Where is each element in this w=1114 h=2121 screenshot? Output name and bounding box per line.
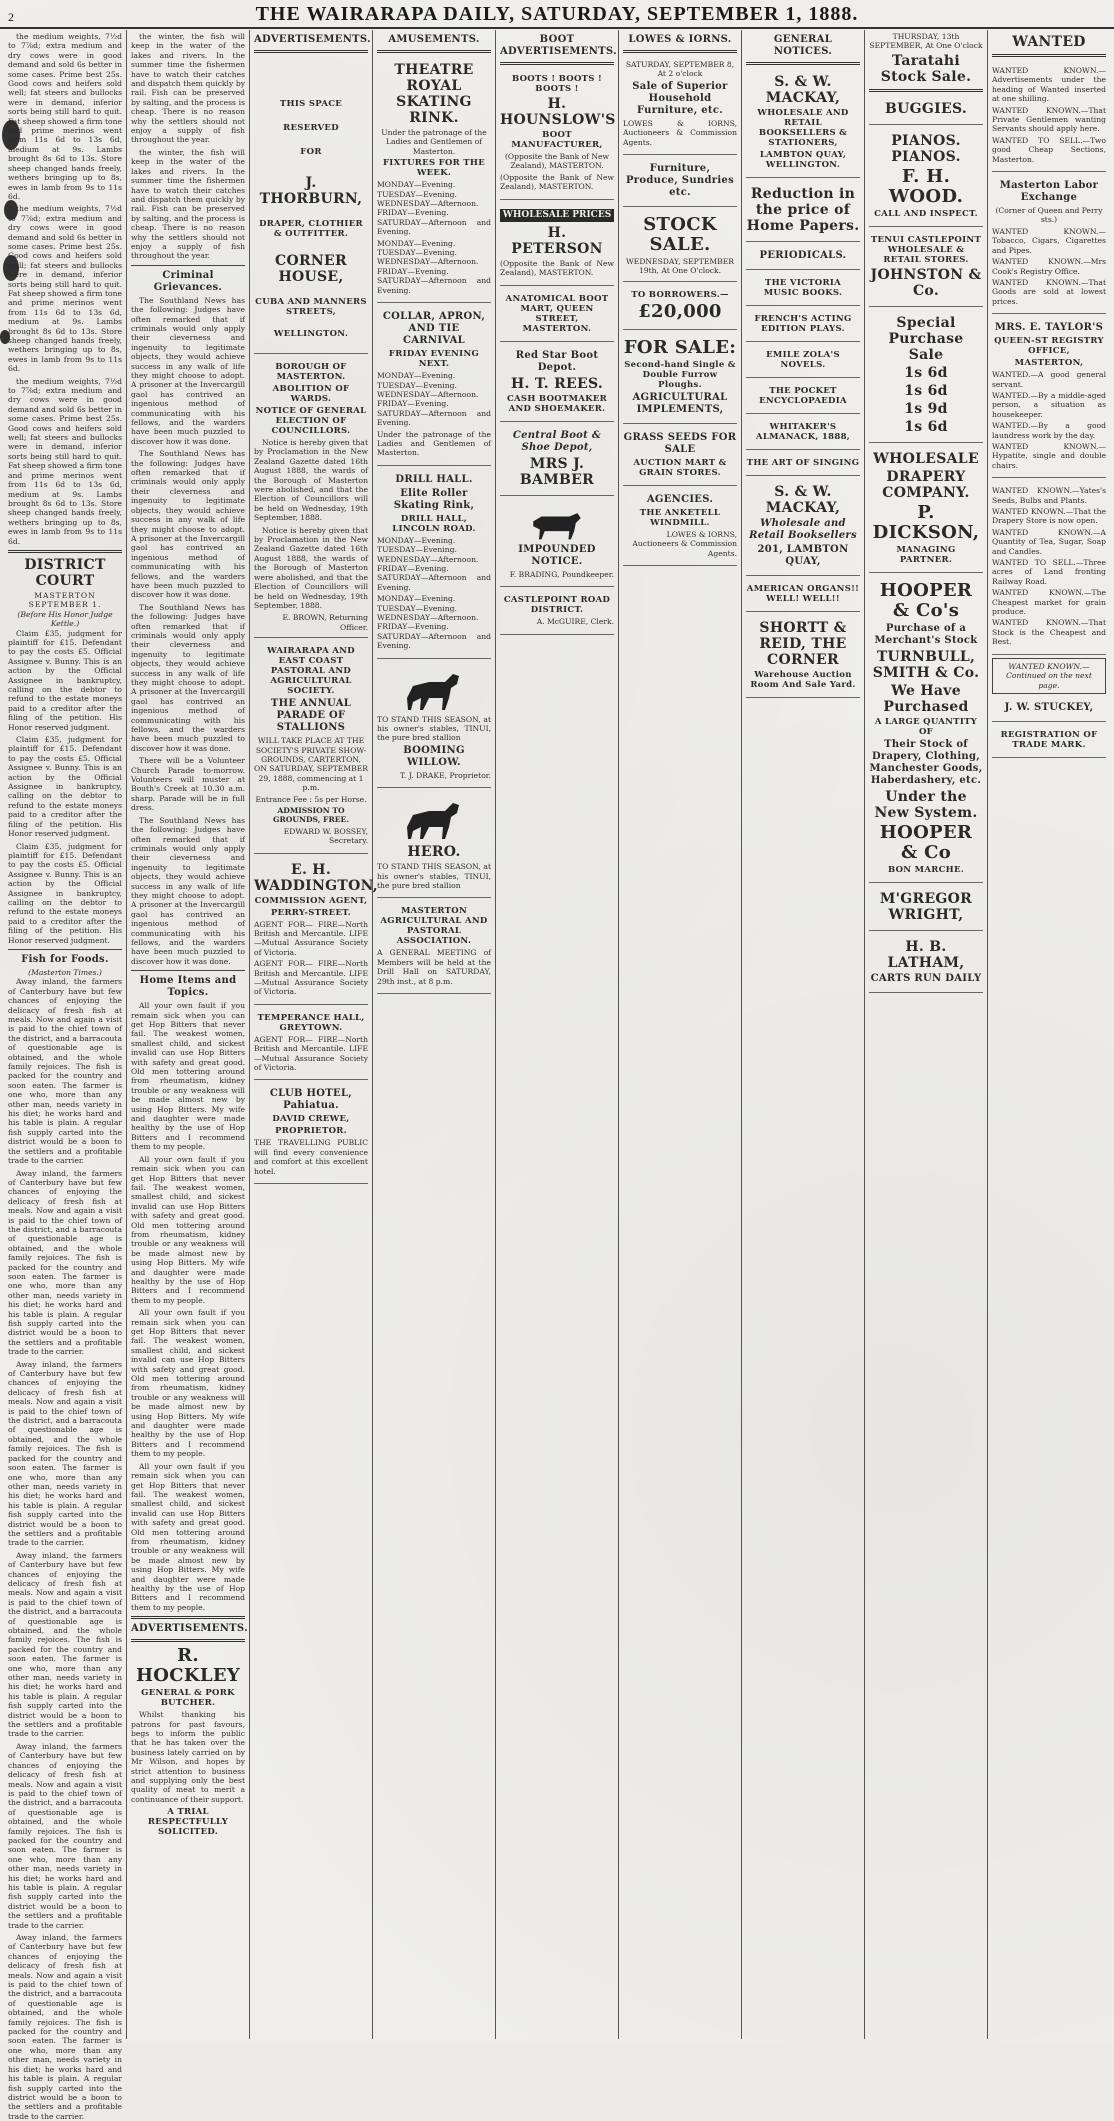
parade-text: WILL TAKE PLACE AT THE SOCIETY'S PRIVATE SHOW-GROUNDS, CARTERTON, ON SATURDAY, SEPTEMBER 29, 1888, commencing at 1 p.m.	[254, 736, 368, 793]
taylor: MRS. E. TAYLOR'S	[994, 322, 1104, 334]
call-inspect: CALL AND INSPECT.	[874, 208, 978, 219]
fish-continued: the winter, the fish will keep in the water of the lakes and rivers. In the summer time the fishermen have to watch their catches and dispatch them quickly by rail. Fish can be preserved by salting, and the process is cheap. There is no reason why the settlers should not enjoy a supply of fish throughout the year.	[131, 32, 245, 145]
boots-tagline: BOOTS ! BOOTS ! BOOTS !	[511, 74, 603, 94]
sale-title: Sale of Superior Household Furniture, etc.	[632, 80, 728, 116]
hounslow-addr: (Opposite the Bank of New Zealand), MASTERTON.	[504, 152, 610, 171]
fixtures: FIXTURES FOR THE WEEK.	[382, 158, 486, 179]
whitaker: WHITAKER'S ALMANACK, 1888,	[755, 422, 851, 442]
wanted-item: WANTED KNOWN.—Tobacco, Cigars, Cigarettes and Pipes.	[992, 226, 1106, 255]
rees-trade: CASH BOOTMAKER AND SHOEMAKER.	[506, 393, 608, 414]
carnival-title: COLLAR, APRON, AND TIE CARNIVAL	[382, 311, 486, 347]
page-number: 2	[8, 10, 15, 24]
labor-exchange-addr: (Corner of Queen and Perry sts.)	[995, 206, 1103, 225]
club-owner: DAVID CREWE,	[272, 1114, 350, 1125]
hockley-trade: GENERAL & PORK BUTCHER.	[141, 1688, 235, 1709]
club-text: THE TRAVELLING PUBLIC will find every convenience and comfort at this excellent hotel.	[254, 1138, 368, 1176]
wanted-item: WANTED.—By a middle-aged person, a situation as housekeeper.	[992, 390, 1106, 419]
hounslow-addr: (Opposite the Bank of New Zealand), MASTERTON.	[500, 172, 614, 192]
reduction: Reduction in the price of Home Papers.	[746, 186, 860, 234]
drapery-list: Their Stock of Drapery, Clothing, Manchester Goods, Haberdashery, etc.	[869, 738, 983, 786]
fixtures-list: MONDAY—Evening. TUESDAY—Evening. WEDNESDAY—Afternoon. FRIDAY—Evening. SATURDAY—Afternoon and Evening.	[377, 238, 491, 295]
district-court-judge: (Before His Honor Judge Kettle.)	[17, 609, 113, 629]
wanted-item: WANTED TO SELL.—Three acres of Land fronting Railway Road.	[992, 558, 1106, 586]
hockley-text: Whilst thanking his patrons for past favours, begs to inform the public that he has taken over the business lately carried on by Mr Wilson, and hopes by strict attention to business and supplying only the best quality of meat to merit a continuance of their support.	[131, 1710, 245, 1804]
fish-text: Away inland, the farmers of Canterbury have but few chances of enjoying the delicacy of fresh fish at meals. Now and again a visit is paid to the chief town of the district, and a barracouta of questionable age is obtained, and the whole family rejoices. The fish is packed for the country and soon eaten. The farmer is one who, more than any other man, needs variety in his diet; he works hard and his table is plain. A regular fish supply carted into the district would be a boon to the settlers and a profitable trade to the carrier.	[8, 1168, 122, 1357]
pianos: PIANOS. PIANOS.	[891, 132, 961, 165]
mackay-name: S. & W. MACKAY,	[765, 74, 841, 106]
cow-icon	[527, 505, 587, 541]
assoc-title: MASTERTON AGRICULTURAL AND PASTORAL ASSOCIATION.	[380, 906, 488, 947]
club-hotel: CLUB HOTEL, Pahiatua.	[269, 1088, 353, 1112]
rees-name: H. T. REES.	[510, 375, 604, 392]
bamber-name: MRS J. BAMBER	[519, 455, 595, 488]
column-ads-1	[250, 30, 378, 2039]
impounded-sign: F. BRADING, Poundkeeper.	[509, 569, 614, 579]
masthead	[0, 0, 1114, 29]
column-boots	[496, 30, 619, 2039]
column-general-notices	[742, 30, 865, 2039]
bull-sign: T. J. DRAKE, Proprietor.	[400, 770, 491, 780]
column-amusements	[373, 30, 496, 2039]
impounded: IMPOUNDED NOTICE.	[518, 543, 596, 567]
bull-name: BOOMING WILLOW.	[403, 744, 465, 768]
price-2: 1s 6d	[904, 382, 948, 399]
wholesale-prices: WHOLESALE PRICES	[500, 209, 614, 222]
agricultural: AGRICULTURAL IMPLEMENTS,	[632, 391, 728, 415]
hockley-name: R. HOCKLEY	[136, 1645, 240, 1687]
home-text: All your own fault if you remain sick when you can get Hop Bitters that never fail. The weakest women, smallest child, and sickest invalid can use Hop Bitters with safety and great good. Old men tottering around from rheumatism, kidney trouble or any weakness will be made almost new by using Hop Bitters. My wife and daughter were made healthy by the use of Hop Bitters and I recommend them to my people.	[131, 1461, 245, 1612]
parade-title: THE ANNUAL PARADE OF STALLIONS	[270, 698, 352, 734]
thorburn-name: J. THORBURN,	[259, 175, 363, 207]
pocket-encyclopaedia: THE POCKET ENCYCLOPAEDIA	[759, 386, 847, 406]
home-text: All your own fault if you remain sick when you can get Hop Bitters that never fail. The weakest women, smallest child, and sickest invalid can use Hop Bitters with safety and great good. Old men tottering around from rheumatism, kidney trouble or any weakness will be made almost new by using Hop Bitters. My wife and daughter were made healthy by the use of Hop Bitters and I recommend them to my people.	[131, 1001, 245, 1152]
fish-text: Away inland, the farmers of Canterbury have but few chances of enjoying the delicacy of fresh fish at meals. Now and again a visit is paid to the chief town of the district, and a barracouta of questionable age is obtained, and the whole family rejoices. The fish is packed for the country and soon eaten. The farmer is one who, more than any other man, needs variety in his diet; he works hard and his table is plain. A regular fish supply carted into the district would be a boon to the settlers and a profitable trade to the carrier.	[8, 977, 122, 1166]
labor-exchange: Masterton Labor Exchange	[999, 180, 1099, 204]
furniture: Furniture, Produce, Sundries etc.	[625, 163, 735, 199]
music-books: THE VICTORIA MUSIC BOOKS.	[763, 278, 843, 298]
rink-text: Under the patronage of the Ladies and Gentlemen of Masterton.	[377, 429, 491, 458]
waddington-name: E. H. WADDINGTON,	[254, 861, 378, 894]
fish-text: Away inland, the farmers of Canterbury have but few chances of enjoying the delicacy of fresh fish at meals. Now and again a visit is paid to the chief town of the district, and a barracouta of questionable age is obtained, and the whole family rejoices. The fish is packed for the country and soon eaten. The farmer is one who, more than any other man, needs variety in his diet; he works hard and his table is plain. A regular fish supply carted into the district would be a boon to the settlers and a profitable trade to the carrier.	[8, 1359, 122, 1548]
hooper-sub: Purchase of a Merchant's Stock	[874, 622, 978, 646]
fish-heading: Fish for Foods.	[21, 953, 109, 965]
club-owner-role: PROPRIETOR.	[275, 1126, 347, 1137]
fish-text: Away inland, the farmers of Canterbury have but few chances of enjoying the delicacy of fresh fish at meals. Now and again a visit is paid to the chief town of the district, and a barracouta of questionable age is obtained, and the whole family rejoices. The fish is packed for the country and soon eaten. The farmer is one who, more than any other man, needs variety in his diet; he works hard and his table is plain. A regular fish supply carted into the district would be a boon to the settlers and a profitable trade to the carrier.	[8, 1550, 122, 1739]
market-text: the medium weights, 7½d to 7⅞d; extra medium and dry cows were in good demand and sold 6s better in some cases. Prime best 25s. Good cows and heifers sold well; fat steers and bullocks were in demand, inferior sorts being still hard to quit. Fat sheep showed a firm tone and prime merinos went from 11s 6d to 13s 6d, medium at 9s. Lambs brought 8s 6d to 13s. Store sheep changed hands freely, wethers bringing up to 8s, ewes in lamb from 9s to 11s 6d.	[8, 32, 122, 201]
stock-date: WEDNESDAY, SEPTEMBER 19th, At One O'clock.	[625, 257, 735, 276]
sale-date: SATURDAY, SEPTEMBER 8, At 2 o'clock	[625, 60, 735, 79]
assoc-title: WAIRARAPA AND EAST COAST PASTORAL AND AGRICULTURAL SOCIETY.	[267, 646, 355, 697]
fish-text: Away inland, the farmers of Canterbury have but few chances of enjoying the delicacy of fresh fish at meals. Now and again a visit is paid to the chief town of the district, and a barracouta of questionable age is obtained, and the whole family rejoices. The fish is packed for the country and soon eaten. The farmer is one who, more than any other man, needs variety in his diet; he works hard and his table is plain. A regular fish supply carted into the district would be a boon to the settlers and a profitable trade to the carrier.	[8, 1741, 122, 1930]
fixtures-list: MONDAY—Evening. TUESDAY—Evening. WEDNESDAY—Afternoon. FRIDAY—Evening. SATURDAY—Afternoon and Evening.	[377, 180, 491, 237]
corner-house: CORNER HOUSE,	[275, 253, 347, 285]
wanted-item: WANTED KNOWN.—That Stock is the Cheapest and Best.	[992, 618, 1106, 647]
wanted-item: WANTED.—By a good laundress work by the day.	[992, 421, 1106, 440]
castlepoint: CASTLEPOINT ROAD DISTRICT.	[503, 595, 611, 616]
wood: F. H. WOOD.	[888, 165, 964, 207]
peterson-name: H. PETERSON	[511, 225, 603, 258]
windmill: THE ANKETELL WINDMILL.	[639, 507, 721, 528]
district-court-text: Claim £35, judgment for plaintiff for £15. Defendant to pay the costs £5. Official Assignee v. Bunny. This is an action by the Official Assignee in bankruptcy, calling on the debtor to refund to the estate moneys paid to a creditor after the filing of the petition. His Honor reserved judgment.	[8, 628, 122, 732]
warehouse: Warehouse Auction Room And Sale Yard.	[750, 670, 856, 690]
wanted-item: WANTED TO SELL.—Two good Cheap Sections, Masterton.	[992, 135, 1106, 164]
mackay-sign: S. & W. MACKAY,	[765, 484, 841, 516]
column-auctions	[619, 30, 742, 2039]
volunteer-text: There will be a Volunteer Church Parade to-morrow. Volunteers will muster at Bouth's Creek at 10.30 a.m. sharp. Parade will be in full dress.	[131, 756, 245, 813]
wanted-item: WANTED KNOWN.—The Cheapest market for grain produce.	[992, 588, 1106, 617]
rink-text: Under the patronage of the Ladies and Gentlemen of Masterton.	[381, 128, 487, 156]
wanted-item: WANTED KNOWN.—Mrs Cook's Registry Office.	[992, 257, 1106, 276]
meeting-text: A GENERAL MEETING of Members will be held at the Drill Hall on SATURDAY, 29th inst., at 8 p.m.	[377, 948, 491, 986]
space-line-2: RESERVED	[283, 123, 339, 133]
fish-text: Away inland, the farmers of Canterbury have but few chances of enjoying the delicacy of fresh fish at meals. Now and again a visit is paid to the chief town of the district, and a barracouta of questionable age is obtained, and the whole family rejoices. The fish is packed for the country and soon eaten. The farmer is one who, more than any other man, needs variety in his diet; he works hard and his table is plain. A regular fish supply carted into the district would be a boon to the settlers and a profitable trade to the carrier.	[8, 1933, 122, 2121]
general-notices-heading: GENERAL NOTICES.	[773, 34, 833, 57]
column-stores	[865, 30, 988, 2039]
home-text: All your own fault if you remain sick when you can get Hop Bitters that never fail. The weakest women, smallest child, and sickest invalid can use Hop Bitters with safety and great good. Old men tottering around from rheumatism, kidney trouble or any weakness will be made almost new by using Hop Bitters. My wife and daughter were made healthy by the use of Hop Bitters and I recommend them to my people.	[131, 1154, 245, 1305]
red-star: Red Star Boot Depot.	[515, 349, 599, 373]
tenui-stores: TENUI CASTLEPOINT WHOLESALE & RETAIL STORES.	[870, 234, 982, 265]
drill-hall: DRILL HALL.	[395, 473, 473, 485]
stock-sale: STOCK SALE.	[643, 214, 717, 256]
criminal-heading: Criminal Grievances.	[153, 269, 223, 293]
notice-sign: E. BROWN, Returning Officer.	[282, 613, 368, 632]
boots-heading: BOOT ADVERTISEMENTS.	[500, 34, 617, 57]
temperance-hall: TEMPERANCE HALL, GREYTOWN.	[257, 1012, 365, 1033]
dickson: P. DICKSON,	[872, 501, 980, 543]
latham: H. B. LATHAM,	[887, 938, 965, 971]
dickson-role: MANAGING PARTNER.	[896, 544, 956, 565]
french-plays: FRENCH'S ACTING EDITION PLAYS.	[754, 314, 852, 334]
agent-text: AGENT FOR— FIRE—North British and Mercantile. LIFE—Mutual Assurance Society of Victoria.	[254, 919, 368, 957]
criminal-text: The Southland News has the following: Judges have often remarked that if criminals would only apply their cleverness and ingenuity to legitimate objects, they would achieve success in any walk of life they might choose to adopt. A prisoner at the Invercargill gaol has contrived an ingenious method of communicating with his fellows, and the warders have been much puzzled to discover how it was done.	[131, 815, 245, 966]
wanted-item: WANTED.—A good general servant.	[992, 370, 1106, 389]
art-of-singing: THE ART OF SINGING	[746, 458, 860, 468]
bon-marche: BON MARCHE.	[887, 864, 965, 875]
hero-name: HERO.	[407, 844, 461, 861]
wanted-item: WANTED KNOWN.—That the Drapery Store is now open.	[992, 507, 1106, 526]
fixtures-list: MONDAY—Evening. TUESDAY—Evening. WEDNESDAY—Afternoon. FRIDAY—Evening. SATURDAY—Afternoon and Evening.	[377, 594, 491, 651]
zola-novels: EMILE ZOLA'S NOVELS.	[766, 350, 840, 370]
ads-heading: ADVERTISEMENTS.	[254, 34, 371, 45]
agent-text: AGENT FOR— FIRE—North British and Mercantile. LIFE—Mutual Assurance Society of Victoria.	[254, 959, 368, 997]
organs: AMERICAN ORGANS!! WELL! WELL!!	[746, 584, 860, 604]
carnival-date: FRIDAY EVENING NEXT.	[388, 349, 480, 370]
district-court-text: Claim £35, judgment for plaintiff for £15. Defendant to pay the costs £5. Official Assignee v. Bunny. This is an action by the Official Assignee in bankruptcy, calling on the debtor to refund to the estate moneys paid to a creditor after the filing of the petition. His Honor reserved judgment.	[8, 735, 122, 839]
masthead-title: THE WAIRARAPA DAILY, SATURDAY, SEPTEMBER 1, 1888.	[255, 3, 859, 25]
criminal-text: The Southland News has the following: Judges have often remarked that if criminals would only apply their cleverness and ingenuity to legitimate objects, they would achieve success in any walk of life they might choose to adopt. A prisoner at the Invercargill gaol has contrived an ingenious method of communicating with his fellows, and the warders have been much puzzled to discover how it was done.	[131, 295, 245, 446]
hooper: HOOPER & Co's	[879, 579, 973, 621]
amusements-heading: AMUSEMENTS.	[388, 34, 480, 45]
hooper-2: HOOPER & Co	[879, 821, 973, 863]
secretary: EDWARD W. BOSSEY, Secretary.	[283, 826, 368, 846]
fish-source: (Masterton Times.)	[28, 967, 102, 977]
horse-icon	[399, 668, 469, 712]
rink-title: THEATRE ROYAL SKATING RINK.	[394, 62, 474, 126]
hounslow-trade: BOOT MANUFACTURER,	[511, 130, 603, 150]
shortt-reid: SHORTT & REID, THE CORNER	[759, 620, 847, 668]
home-text: All your own fault if you remain sick when you can get Hop Bitters that never fail. The weakest women, smallest child, and sickest invalid can use Hop Bitters with safety and great good. Old men tottering around from rheumatism, kidney trouble or any weakness will be made almost new by using Hop Bitters. My wife and daughter were made healthy by the use of Hop Bitters and I recommend them to my people.	[131, 1308, 245, 1459]
home-heading: Home Items and Topics.	[139, 975, 237, 999]
column-news-1	[4, 30, 127, 2121]
district-court-heading: DISTRICT COURT	[24, 556, 106, 589]
purchased: We Have Purchased	[883, 682, 969, 715]
lambton: 201, LAMBTON QUAY,	[757, 544, 849, 567]
loan-amount: £20,000	[638, 300, 722, 322]
registry-town: MASTERTON,	[1014, 358, 1084, 369]
space-line-3: FOR	[300, 147, 322, 157]
price-3: 1s 9d	[904, 400, 948, 417]
borrowers: TO BORROWERS.—	[631, 289, 729, 300]
wanted-heading: WANTED	[1012, 34, 1086, 50]
corner-addr: CUBA AND MANNERS STREETS,	[255, 297, 367, 317]
waddington-trade: COMMISSION AGENT,	[254, 895, 368, 906]
district-court-text: Claim £35, judgment for plaintiff for £15. Defendant to pay the costs £5. Official Assignee v. Bunny. This is an action by the Official Assignee in bankruptcy, calling on the debtor to refund to the estate moneys paid to a creditor after the filing of the petition. His Honor reserved judgment.	[8, 841, 122, 945]
registry: QUEEN-ST REGISTRY OFFICE,	[994, 336, 1104, 357]
borough: BOROUGH OF MASTERTON.	[275, 362, 347, 382]
wards: ABOLITION OF WARDS.	[272, 384, 350, 404]
bull-text: TO STAND THIS SEASON, at his owner's stables, TINUI, the pure bred stallion	[377, 714, 491, 743]
fish-continued: the winter, the fish will keep in the water of the lakes and rivers. In the summer time the fishermen have to watch their catches and dispatch them quickly by rail. Fish can be preserved by salting, and the process is cheap. There is no reason why the settlers should not enjoy a supply of fish throughout the year.	[131, 147, 245, 261]
district-court-dateline: MASTERTON SEPTEMBER 1.	[28, 590, 102, 610]
mackay-addr: LAMBTON QUAY, WELLINGTON.	[759, 150, 847, 170]
admission: ADMISSION TO GROUNDS, FREE.	[273, 805, 349, 825]
new-system: Under the New System.	[874, 788, 978, 821]
taratahi: Taratahi Stock Sale.	[880, 52, 972, 85]
grass-seeds: GRASS SEEDS FOR SALE	[623, 431, 737, 455]
castlepoint-sign: A. McGUIRE, Clerk.	[536, 617, 614, 627]
fixtures-list: MONDAY—Evening. TUESDAY—Evening. WEDNESDAY—Afternoon. FRIDAY—Evening. SATURDAY—Afternoon and Evening.	[377, 371, 491, 428]
criminal-text: The Southland News has the following: Judges have often remarked that if criminals would only apply their cleverness and ingenuity to legitimate objects, they would achieve success in any walk of life they might choose to adopt. A prisoner at the Invercargill gaol has contrived an ingenious method of communicating with his fellows, and the warders have been much puzzled to discover how it was done.	[131, 602, 245, 753]
elite-addr: DRILL HALL, LINCOLN ROAD.	[392, 513, 476, 534]
lowes-heading: LOWES & IORNS.	[628, 34, 732, 45]
horse-icon	[399, 797, 469, 841]
quantity: A LARGE QUANTITY OF	[874, 716, 978, 737]
notice-text: Notice is hereby given that by Proclamation in the New Zealand Gazette dated 16th August 1888, the wards of the Borough of Masterton were abolished, and that the Election of Councillors will be held on Wednesday, 19th September, 1888.	[254, 525, 368, 610]
thorburn-trade: DRAPER, CLOTHIER & OUTFITTER.	[259, 219, 363, 239]
special-purchase: Special Purchase Sale	[888, 314, 964, 363]
buggies: BUGGIES.	[884, 100, 968, 117]
anatomical: ANATOMICAL BOOT MART, QUEEN STREET, MASTERTON.	[505, 293, 609, 334]
trade-mark: REGISTRATION OF TRADE MARK.	[1000, 729, 1098, 750]
for-sale-sub: Second-hand Single & Double Furrow Ploughs.	[624, 359, 736, 390]
agent-text: AGENT FOR— FIRE—North British and Mercantile. LIFE—Mutual Assurance Society of Victoria.	[254, 1034, 368, 1073]
space-line-1: THIS SPACE	[279, 99, 343, 109]
market-text-continued: the medium weights, 7½d to 7⅞d; extra medium and dry cows were in good demand and sold 6s better in some cases. Prime best 25s. Good cows and heifers sold well; fat steers and bullocks were in demand, inferior sorts being still hard to quit. Fat sheep showed a firm tone and prime merinos went from 11s 6d to 13s 6d, medium at 9s. Lambs brought 8s 6d to 13s. Store sheep changed hands freely, wethers bringing up to 8s, ewes in lamb from 9s to 11s 6d.	[8, 204, 122, 374]
fixtures-list: MONDAY—Evening. TUESDAY—Evening. WEDNESDAY—Afternoon. FRIDAY—Evening. SATURDAY—Afternoon and Evening.	[377, 535, 491, 592]
wanted-item: WANTED KNOWN.—Yates's Seeds, Bulbs and Plants.	[992, 486, 1106, 505]
taratahi-date: THURSDAY, 13th SEPTEMBER, At One O'clock	[869, 32, 983, 51]
column-wanted	[988, 30, 1110, 2039]
mackay-role: Wholesale and Retail Booksellers	[749, 518, 857, 541]
wanted-item: WANTED KNOWN.—A Quantity of Tea, Sugar, Soap and Candles.	[992, 527, 1106, 556]
bull-text: TO STAND THIS SEASON, at his owner's stables, TINUI, the pure bred stallion	[377, 862, 491, 891]
mcgregor: M'GREGOR WRIGHT,	[879, 890, 973, 923]
periodicals: PERIODICALS.	[759, 250, 847, 261]
hounslow-name: H. HOUNSLOW'S	[500, 96, 616, 128]
stuckey: J. W. STUCKEY,	[1004, 701, 1094, 713]
lowes-sign: LOWES & IORNS, Auctioneers & Commission Agents.	[632, 529, 737, 558]
for-sale: FOR SALE:	[623, 336, 737, 358]
central-depot: Central Boot & Shoe Depot,	[512, 429, 602, 453]
ads-heading: ADVERTISEMENTS.	[131, 1623, 248, 1635]
drapery-company: DRAPERY COMPANY.	[882, 468, 970, 501]
hockley-footer: A TRIAL RESPECTFULLY SOLICITED.	[147, 1807, 229, 1838]
market-text-continued: the medium weights, 7½d to 7⅞d; extra medium and dry cows were in good demand and sold 6s better in some cases. Prime best 25s. Good cows and heifers sold well; fat steers and bullocks were in demand, inferior sorts being still hard to quit. Fat sheep showed a firm tone and prime merinos went from 11s 6d to 13s 6d, medium at 9s. Lambs brought 8s 6d to 13s. Store sheep changed hands freely, wethers bringing up to 8s, ewes in lamb from 9s to 11s 6d.	[8, 376, 122, 546]
wanted-item: WANTED KNOWN.—That Goods are sold at lowest prices.	[992, 277, 1106, 306]
wanted-item: WANTED KNOWN.—Hypatite, single and double chairs.	[992, 441, 1106, 470]
johnston: JOHNSTON & Co.	[870, 266, 982, 299]
price-4: 1s 6d	[904, 418, 948, 435]
hounslow-addr: (Opposite the Bank of New Zealand), MASTERTON.	[500, 259, 614, 278]
notice-text: Notice is hereby given that by Proclamation in the New Zealand Gazette dated 16th August 1888, the wards of the Borough of Masterton were abolished, and that the Election of Councillors will be held on Wednesday, 19th September, 1888.	[254, 438, 368, 523]
corner-town: WELLINGTON.	[273, 329, 349, 339]
notice-title: NOTICE OF GENERAL ELECTION OF COUNCILLORS.	[255, 406, 367, 436]
column-news-2	[127, 30, 250, 2039]
wanted-continued: WANTED KNOWN.—Continued on the next page.	[992, 658, 1106, 694]
agencies: AGENCIES.	[646, 493, 714, 505]
price-1: 1s 6d	[904, 364, 948, 381]
waddington-street: PERRY-STREET.	[270, 907, 352, 918]
lowes-sign: LOWES & IORNS, Auctioneers & Commission Agents.	[623, 118, 737, 147]
wanted-item: WANTED KNOWN.—That Private Gentlemen wanting Servants should apply here.	[992, 105, 1106, 134]
wholesale: WHOLESALE	[873, 450, 979, 467]
columns	[4, 30, 1110, 2121]
elite-rink: Elite Roller Skating Rink,	[393, 487, 475, 511]
criminal-text: The Southland News has the following: Judges have often remarked that if criminals would only apply their cleverness and ingenuity to legitimate objects, they would achieve success in any walk of life they might choose to adopt. A prisoner at the Invercargill gaol has contrived an ingenious method of communicating with his fellows, and the warders have been much puzzled to discover how it was done.	[131, 449, 245, 600]
entrance-fee: Entrance Fee : 5s per Horse.	[255, 794, 367, 804]
carts: CARTS RUN DAILY	[870, 972, 982, 984]
auction-mart: AUCTION MART & GRAIN STORES.	[633, 457, 727, 478]
wanted-item: WANTED KNOWN.—Advertisements under the heading of Wanted inserted at one shilling.	[992, 66, 1106, 104]
mackay-trade: WHOLESALE AND RETAIL BOOKSELLERS & STATIONERS,	[757, 108, 849, 148]
turnbull: TURNBULL, SMITH & Co.	[872, 648, 980, 681]
